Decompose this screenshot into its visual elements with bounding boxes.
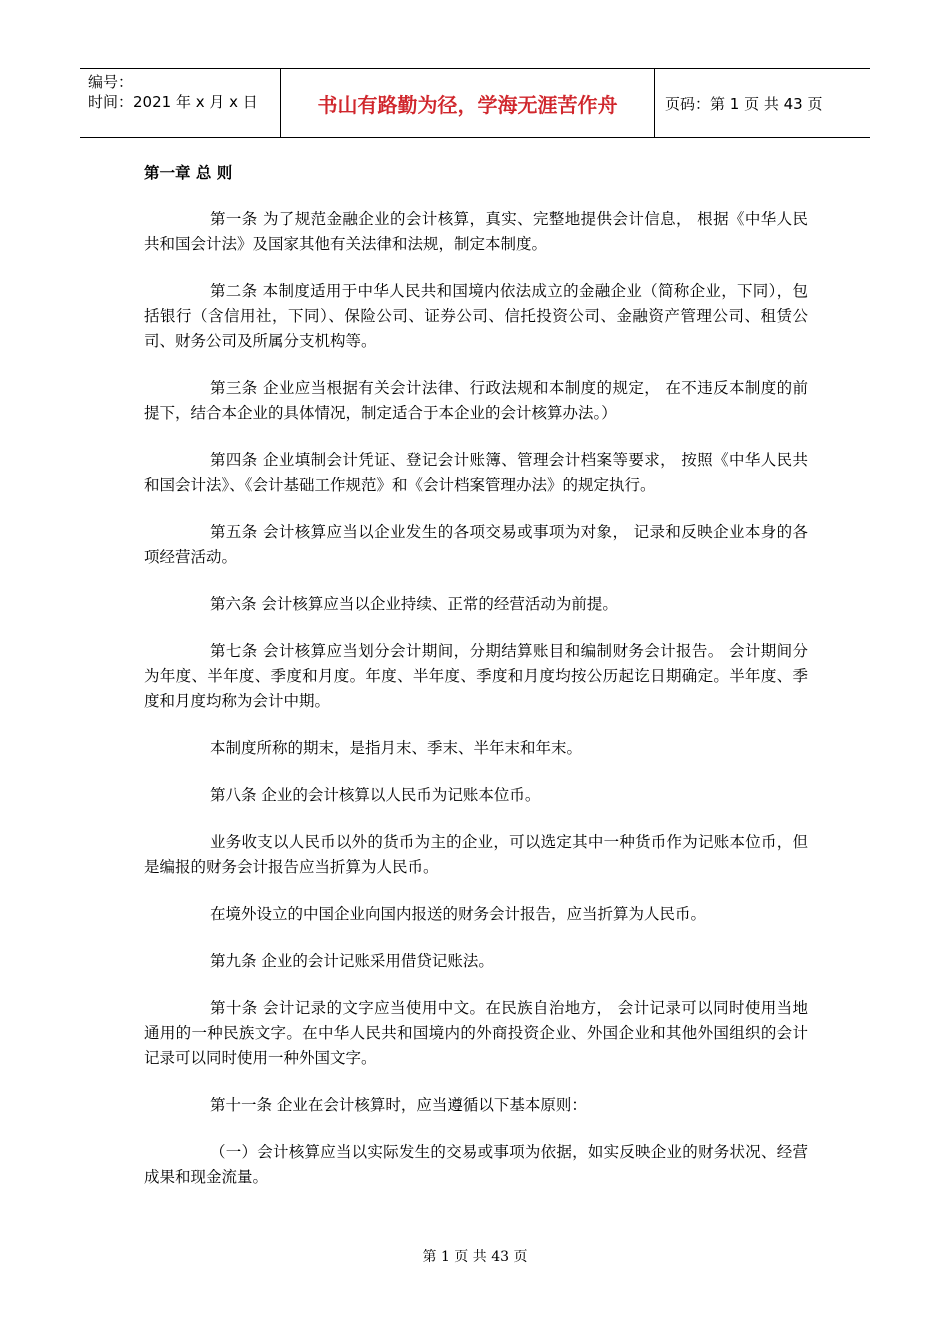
header-page-info: 页码：第 1 页 共 43 页 bbox=[665, 94, 823, 113]
paragraph-article-9: 第九条 企业的会计记账采用借贷记账法。 bbox=[210, 952, 494, 970]
paragraph-foreign-currency: 业务收支以人民币以外的货币为主的企业，可以选定其中一种货币作为记账本位币，但是编报的财务会计报告应当折算为人民币。 bbox=[144, 833, 808, 876]
paragraph-article-2: 第二条 本制度适用于中华人民共和国境内依法成立的金融企业（简称企业，下同），包括银行（含信用社，下同）、保险公司、证券公司、信托投资公司、金融资产管理公司、租赁公司、财务公司及所属分支机构等。 bbox=[144, 282, 808, 350]
paragraph-article-3: 第三条 企业应当根据有关会计法律、行政法规和本制度的规定， 在不违反本制度的前提下，结合本企业的具体情况，制定适合于本企业的会计核算办法。） bbox=[144, 379, 808, 422]
page-footer: 第 1 页 共 43 页 bbox=[422, 1249, 528, 1265]
document-number-label: 编号： bbox=[88, 73, 134, 91]
paragraph-article-4: 第四条 企业填制会计凭证、登记会计账簿、管理会计档案等要求， 按照《中华人民共和国会计法》、《会计基础工作规范》和《会计档案管理办法》的规定执行。 bbox=[144, 451, 808, 494]
paragraph-article-7: 第七条 会计核算应当划分会计期间，分期结算账目和编制财务会计报告。 会计期间分为年度、半年度、季度和月度。年度、半年度、季度和月度均按公历起讫日期确定。半年度、季度和月度均称为会计中期。 bbox=[144, 642, 808, 710]
page-header bbox=[80, 68, 870, 138]
chapter-title: 第一章 总 则 bbox=[144, 163, 233, 182]
paragraph-article-8: 第八条 企业的会计核算以人民币为记账本位币。 bbox=[210, 786, 541, 804]
paragraph-overseas-report: 在境外设立的中国企业向国内报送的财务会计报告，应当折算为人民币。 bbox=[210, 905, 707, 923]
header-motto: 书山有路勤为径，学海无涯苦作舟 bbox=[281, 69, 655, 137]
paragraph-article-5: 第五条 会计核算应当以企业发生的各项交易或事项为对象， 记录和反映企业本身的各项经营活动。 bbox=[144, 523, 808, 566]
paragraph-principle-1: （一）会计核算应当以实际发生的交易或事项为依据，如实反映企业的财务状况、经营成果和现金流量。 bbox=[144, 1143, 808, 1186]
paragraph-article-6: 第六条 会计核算应当以企业持续、正常的经营活动为前提。 bbox=[210, 595, 618, 613]
document-body bbox=[144, 160, 808, 1212]
paragraph-article-1: 第一条 为了规范金融企业的会计核算，真实、完整地提供会计信息， 根据《中华人民共和国会计法》及国家其他有关法律和法规，制定本制度。 bbox=[144, 210, 808, 253]
paragraph-article-11: 第十一条 企业在会计核算时，应当遵循以下基本原则： bbox=[210, 1096, 587, 1114]
paragraph-period-end: 本制度所称的期末，是指月末、季末、半年末和年末。 bbox=[210, 739, 583, 757]
document-time-label: 时间：2021 年 x 月 x 日 bbox=[88, 93, 258, 111]
header-meta bbox=[80, 69, 281, 137]
paragraph-article-10: 第十条 会计记录的文字应当使用中文。在民族自治地方， 会计记录可以同时使用当地通用的一种民族文字。在中华人民共和国境内的外商投资企业、外国企业和其他外国组织的会计记录可以同时使用一种外国文字。 bbox=[144, 999, 808, 1067]
